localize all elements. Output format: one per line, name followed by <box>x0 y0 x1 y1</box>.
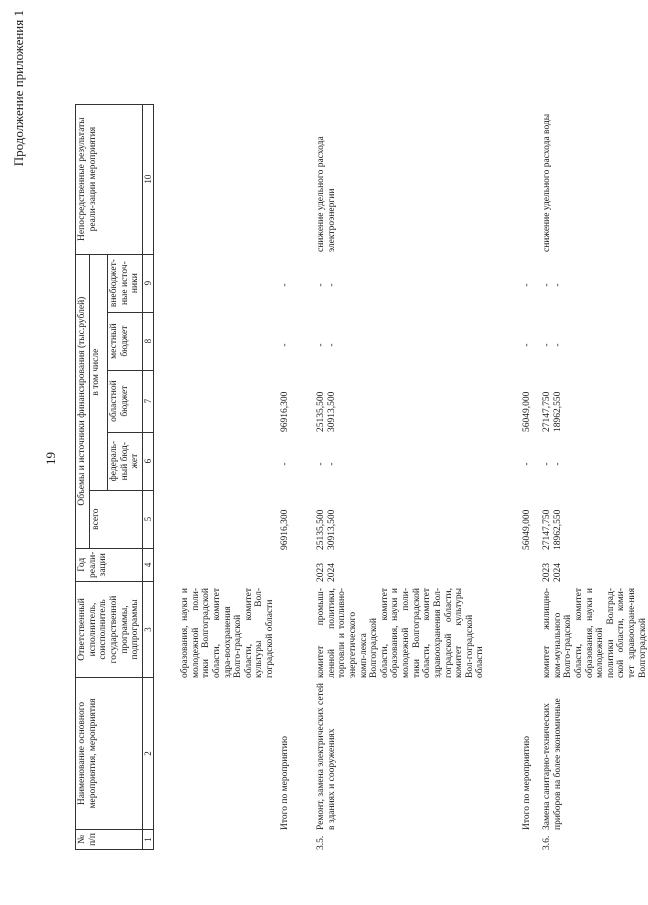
table-row <box>316 10 486 850</box>
activity-name: Ремонт, замена электрических сетей в зданиях и сооружениях <box>316 682 337 830</box>
table-row-total <box>280 10 316 850</box>
table-body <box>180 10 648 850</box>
activity-federal <box>316 438 337 490</box>
total-extra: - <box>522 283 532 287</box>
activity-years <box>542 554 563 582</box>
activity-extra <box>542 260 563 310</box>
column-number: 8 <box>142 312 153 370</box>
total-value: 27147,750 <box>542 509 552 550</box>
extra-value: - <box>316 283 326 287</box>
total-value: 25135,500 <box>316 509 326 550</box>
regional-value: 30913,500 <box>326 391 337 432</box>
activity-years <box>316 554 337 582</box>
total-regional: 96916,300 <box>280 391 290 432</box>
table-row-total <box>462 10 542 850</box>
total-value: 30913,500 <box>326 509 337 550</box>
header-number: № п/п <box>76 830 143 850</box>
regional-value: 18962,550 <box>552 391 563 432</box>
header-including: в том числе <box>89 254 107 490</box>
local-value: - <box>552 343 563 347</box>
activity-number: 3.5. <box>316 835 326 850</box>
column-number: 9 <box>142 254 153 312</box>
total-value: 18962,550 <box>552 509 563 550</box>
local-value: - <box>542 343 552 347</box>
activity-local <box>316 320 337 370</box>
activity-total <box>542 498 563 550</box>
header-activity-name: Наименование основного мероприятия, мероприятия <box>76 678 143 830</box>
header-local: местный бюджет <box>107 312 142 370</box>
total-regional: 56049,000 <box>522 391 532 432</box>
federal-value: - <box>542 462 552 466</box>
local-value: - <box>326 343 337 347</box>
total-label: Итого по мероприятию <box>522 736 532 830</box>
column-number-row <box>142 104 153 849</box>
federal-value: - <box>552 462 563 466</box>
financing-table-header <box>75 104 154 850</box>
year: 2024 <box>326 563 337 582</box>
activity-name: Замена санитарно-технических приборов на более экономичные <box>542 698 563 830</box>
table-row <box>180 10 280 850</box>
header-year: Год реали-зации <box>76 548 143 581</box>
activity-extra <box>316 260 337 310</box>
column-number: 3 <box>142 582 153 678</box>
activity-regional <box>316 380 337 432</box>
total-federal: - <box>280 462 290 466</box>
local-value: - <box>316 343 326 347</box>
total-federal: - <box>522 462 532 466</box>
regional-value: 27147,750 <box>542 391 552 432</box>
year: 2023 <box>316 563 326 582</box>
total-local: - <box>280 343 290 347</box>
activity-result: снижение удельного расхода воды <box>542 113 552 252</box>
column-number: 1 <box>142 830 153 850</box>
header-total: всего <box>89 490 142 548</box>
page-number: 19 <box>43 452 58 465</box>
activity-result: снижение удельного расхода электроэнергии <box>316 136 337 252</box>
table-row <box>542 10 648 850</box>
extra-value: - <box>552 283 563 287</box>
carryover-executor: образования, науки и молодежной поли-тики Волгоградской области, комитет здра-воохранения Волго-градской области, комитет культуры Вол-гоградской области <box>180 588 275 678</box>
column-number: 10 <box>142 104 153 254</box>
total-extra: - <box>280 283 290 287</box>
total-local: - <box>522 343 532 347</box>
activity-federal <box>542 438 563 490</box>
header-financing: Объемы и источники финансирования (тыс.рублей) <box>76 254 90 548</box>
header-results: Непосредственные результаты реали-зации мероприятия <box>76 104 143 254</box>
header-extrabudget: внебюджет-ные источ-ники <box>107 254 142 312</box>
header-federal: федераль-ный бюд-жет <box>107 432 142 490</box>
federal-value: - <box>326 462 337 466</box>
activity-regional <box>542 380 563 432</box>
extra-value: - <box>542 283 552 287</box>
column-number: 6 <box>142 432 153 490</box>
header-executor: Ответственный исполнитель, соисполнитель государственной программы, подпрограммы <box>76 582 143 678</box>
total-label: Итого по мероприятию <box>280 736 290 830</box>
total-sum: 96916,300 <box>280 509 290 550</box>
header-regional: областной бюджет <box>107 370 142 432</box>
column-number: 2 <box>142 678 153 830</box>
activity-executor: комитет жилищно-ком-мунального Волго-градской области, комитет образования, науки и молодежной политики Волград-ской области, коми-тет здравоохране-ния Волгоградской <box>542 588 648 678</box>
continuation-title: Продолжение приложения 1 <box>11 10 26 167</box>
column-number: 5 <box>142 490 153 548</box>
activity-number: 3.6. <box>542 835 552 850</box>
year: 2024 <box>552 563 563 582</box>
activity-executor: комитет промыш-ленной политики, торговли и топливно-энергетического комп-лекса Волгоградской области, комитет образования, науки и молодежной поли-тики Волгоградской области, комитет здравоохранения Вол-гоградской области, комитет культуры Вол-гоградской области <box>316 588 486 678</box>
extra-value: - <box>326 283 337 287</box>
column-number: 4 <box>142 548 153 581</box>
regional-value: 25135,500 <box>316 391 326 432</box>
activity-local <box>542 320 563 370</box>
column-number: 7 <box>142 370 153 432</box>
year: 2023 <box>542 563 552 582</box>
activity-total <box>316 498 337 550</box>
federal-value: - <box>316 462 326 466</box>
total-sum: 56049,000 <box>522 509 532 550</box>
